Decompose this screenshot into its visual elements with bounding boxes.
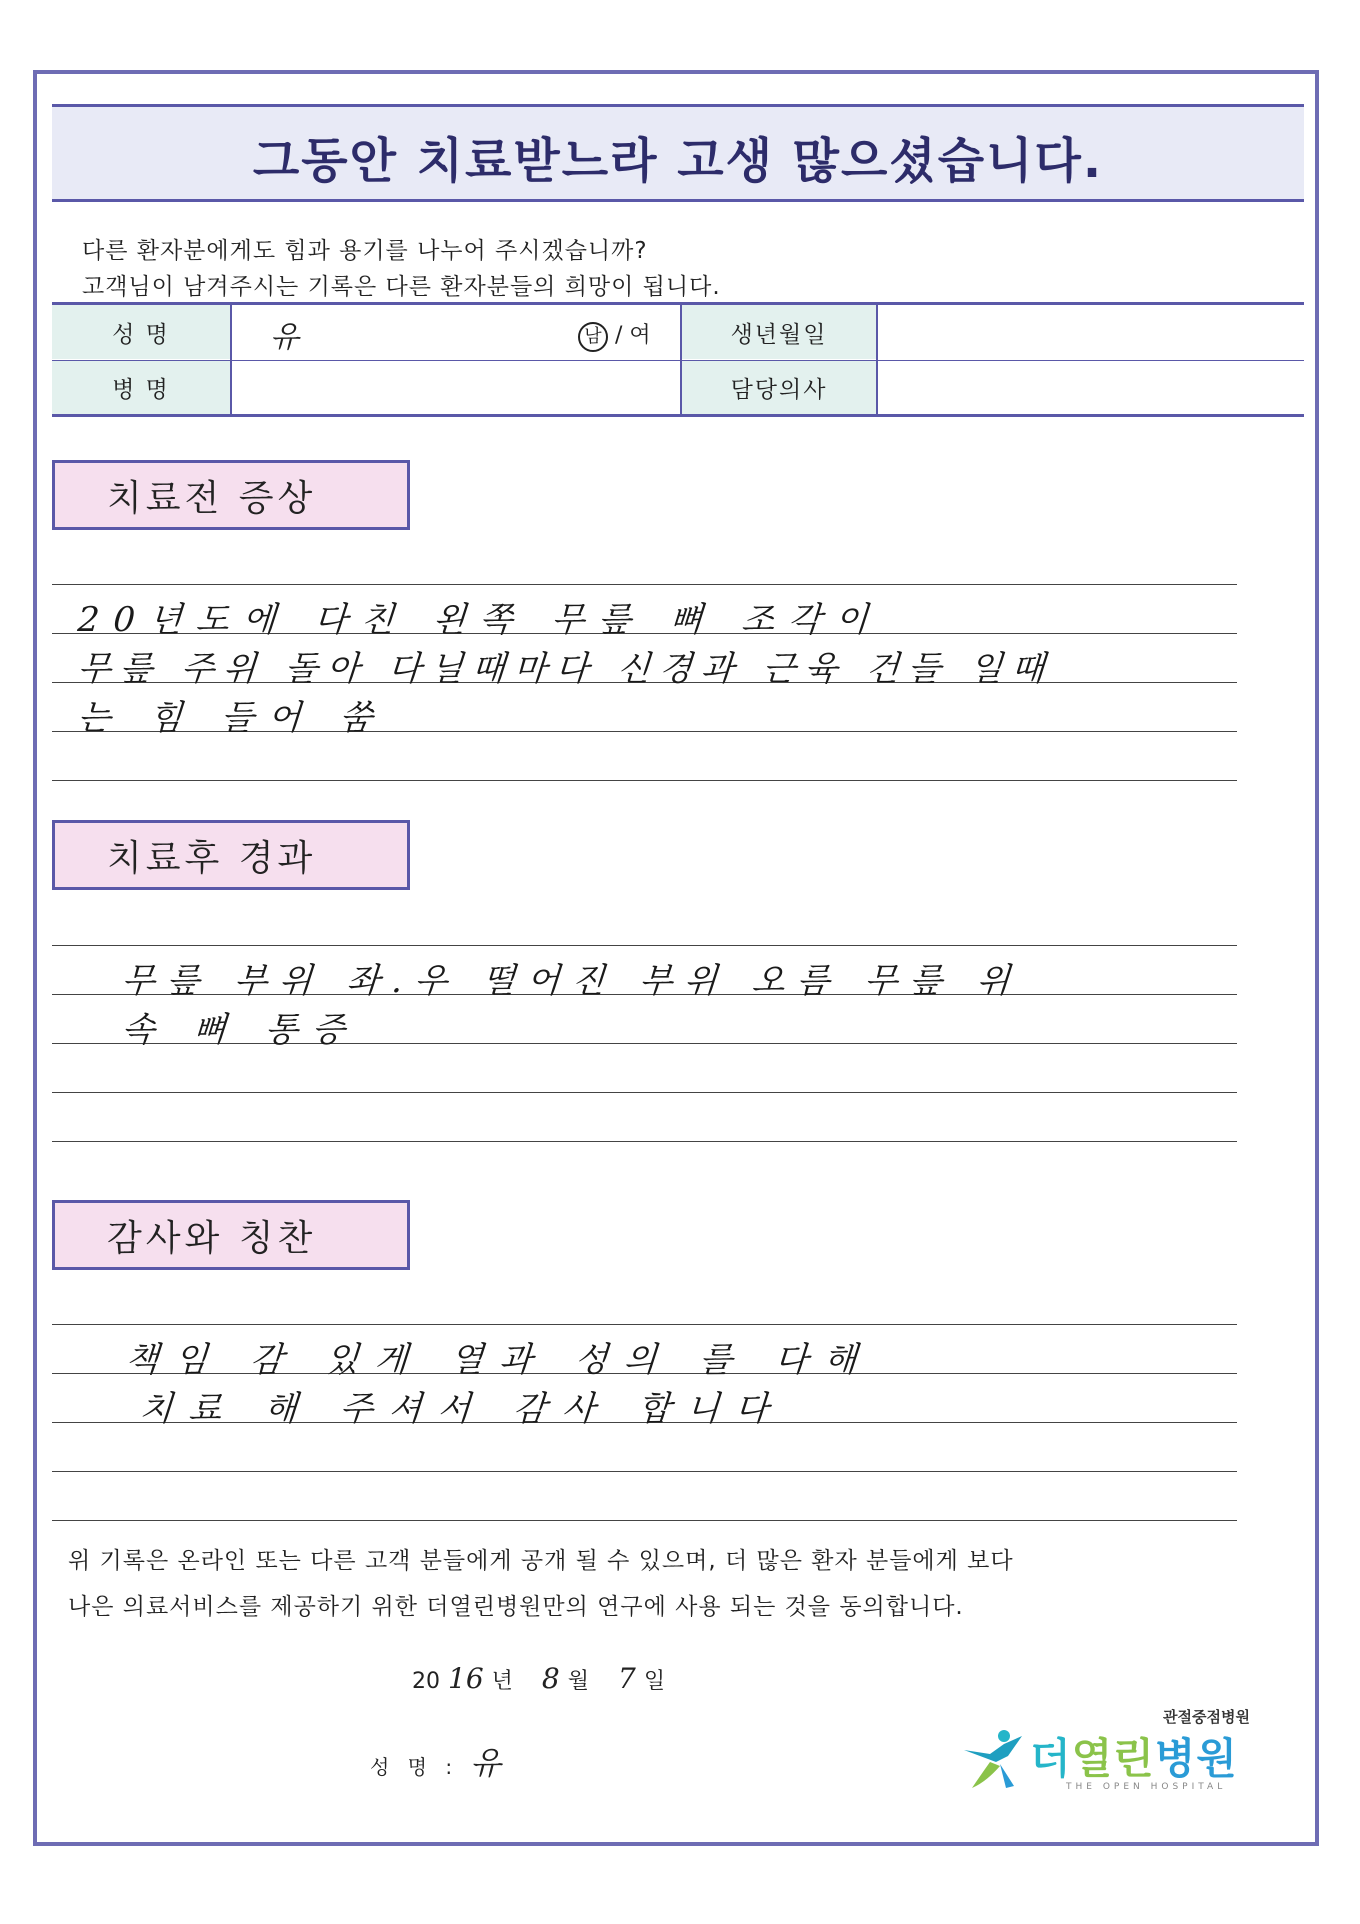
after-text-line-2: 속 뼈 통증 xyxy=(120,1010,361,1050)
ruled-line xyxy=(52,945,1237,946)
signature-field xyxy=(370,1738,501,1784)
date-day-unit: 일 xyxy=(643,1669,666,1694)
date-day: 7 xyxy=(618,1662,636,1695)
intro-line-1: 다른 환자분에게도 힘과 용기를 나누어 주시겠습니까? xyxy=(82,238,648,264)
consent-line-1: 위 기록은 온라인 또는 다른 고객 분들에게 공개 될 수 있으며, 더 많은 환자 분들에게 보다 xyxy=(68,1548,1014,1574)
before-text-line-1: 20년도에 다친 왼쪽 무릎 뼈 조각이 xyxy=(76,600,884,640)
doctor-label: 담당의사 xyxy=(682,361,876,414)
section-after-heading: 치료후 경과 xyxy=(52,820,410,890)
ruled-line xyxy=(52,1324,1237,1325)
info-col-divider xyxy=(230,305,232,414)
signature-value: 유 xyxy=(470,1744,502,1782)
name-value: 유 xyxy=(270,320,299,355)
date-month: 8 xyxy=(541,1662,560,1695)
date-year: 16 xyxy=(448,1662,484,1695)
ruled-line xyxy=(52,1471,1237,1472)
logo-english: THE OPEN HOSPITAL xyxy=(1066,1782,1227,1792)
before-text-line-3: 는 힘 들어 쑴 xyxy=(76,698,388,738)
logo-name-part3: 병원 xyxy=(1154,1734,1238,1783)
thanks-text-line-1: 책임 감 있게 열과 성의 를 다해 xyxy=(124,1340,875,1380)
section-before-heading: 치료전 증상 xyxy=(52,460,410,530)
info-col-divider xyxy=(680,305,682,414)
person-leaf-icon xyxy=(960,1726,1030,1792)
gender-field xyxy=(578,318,651,352)
gender-female-option: / 여 xyxy=(615,323,651,348)
after-text-line-1: 무릎 부위 좌.우 떨어진 부위 오름 무릎 위 xyxy=(120,961,1024,1001)
date-prefix: 20 xyxy=(412,1669,440,1694)
signature-label: 성 명 : xyxy=(370,1755,459,1779)
before-text-line-2: 무릎 주위 돌아 다닐때마다 신경과 근육 건들 일때 xyxy=(76,649,1055,689)
logo-name-part2: 열린 xyxy=(1071,1734,1155,1783)
ruled-line xyxy=(52,1520,1237,1521)
disease-label: 병 명 xyxy=(52,361,230,414)
logo-name-part1: 더 xyxy=(1030,1734,1072,1783)
ruled-line xyxy=(52,1092,1237,1093)
page-title: 그동안 치료받느라 고생 많으셨습니다. xyxy=(252,133,1104,189)
logo-name xyxy=(1030,1726,1238,1786)
ruled-line xyxy=(52,1141,1237,1142)
section-thanks-heading: 감사와 칭찬 xyxy=(52,1200,410,1270)
hospital-logo xyxy=(960,1706,1250,1802)
gender-male-circled: 남 xyxy=(578,322,608,352)
logo-subtitle: 관절중점병원 xyxy=(1163,1708,1250,1726)
consent-line-2: 나은 의료서비스를 제공하기 위한 더열린병원만의 연구에 사용 되는 것을 동의합니다. xyxy=(68,1594,964,1620)
info-row-divider xyxy=(52,360,1304,361)
info-col-divider xyxy=(876,305,878,414)
thanks-text-line-2: 치료 해 주셔서 감사 합니다 xyxy=(138,1389,786,1429)
date-field xyxy=(412,1662,665,1695)
ruled-line xyxy=(52,780,1237,781)
name-label: 성 명 xyxy=(52,305,230,359)
intro-line-2: 고객님이 남겨주시는 기록은 다른 환자분들의 희망이 됩니다. xyxy=(82,274,721,300)
date-year-unit: 년 xyxy=(491,1669,513,1694)
birthdate-label: 생년월일 xyxy=(682,305,876,359)
date-month-unit: 월 xyxy=(567,1669,589,1694)
ruled-line xyxy=(52,584,1237,585)
